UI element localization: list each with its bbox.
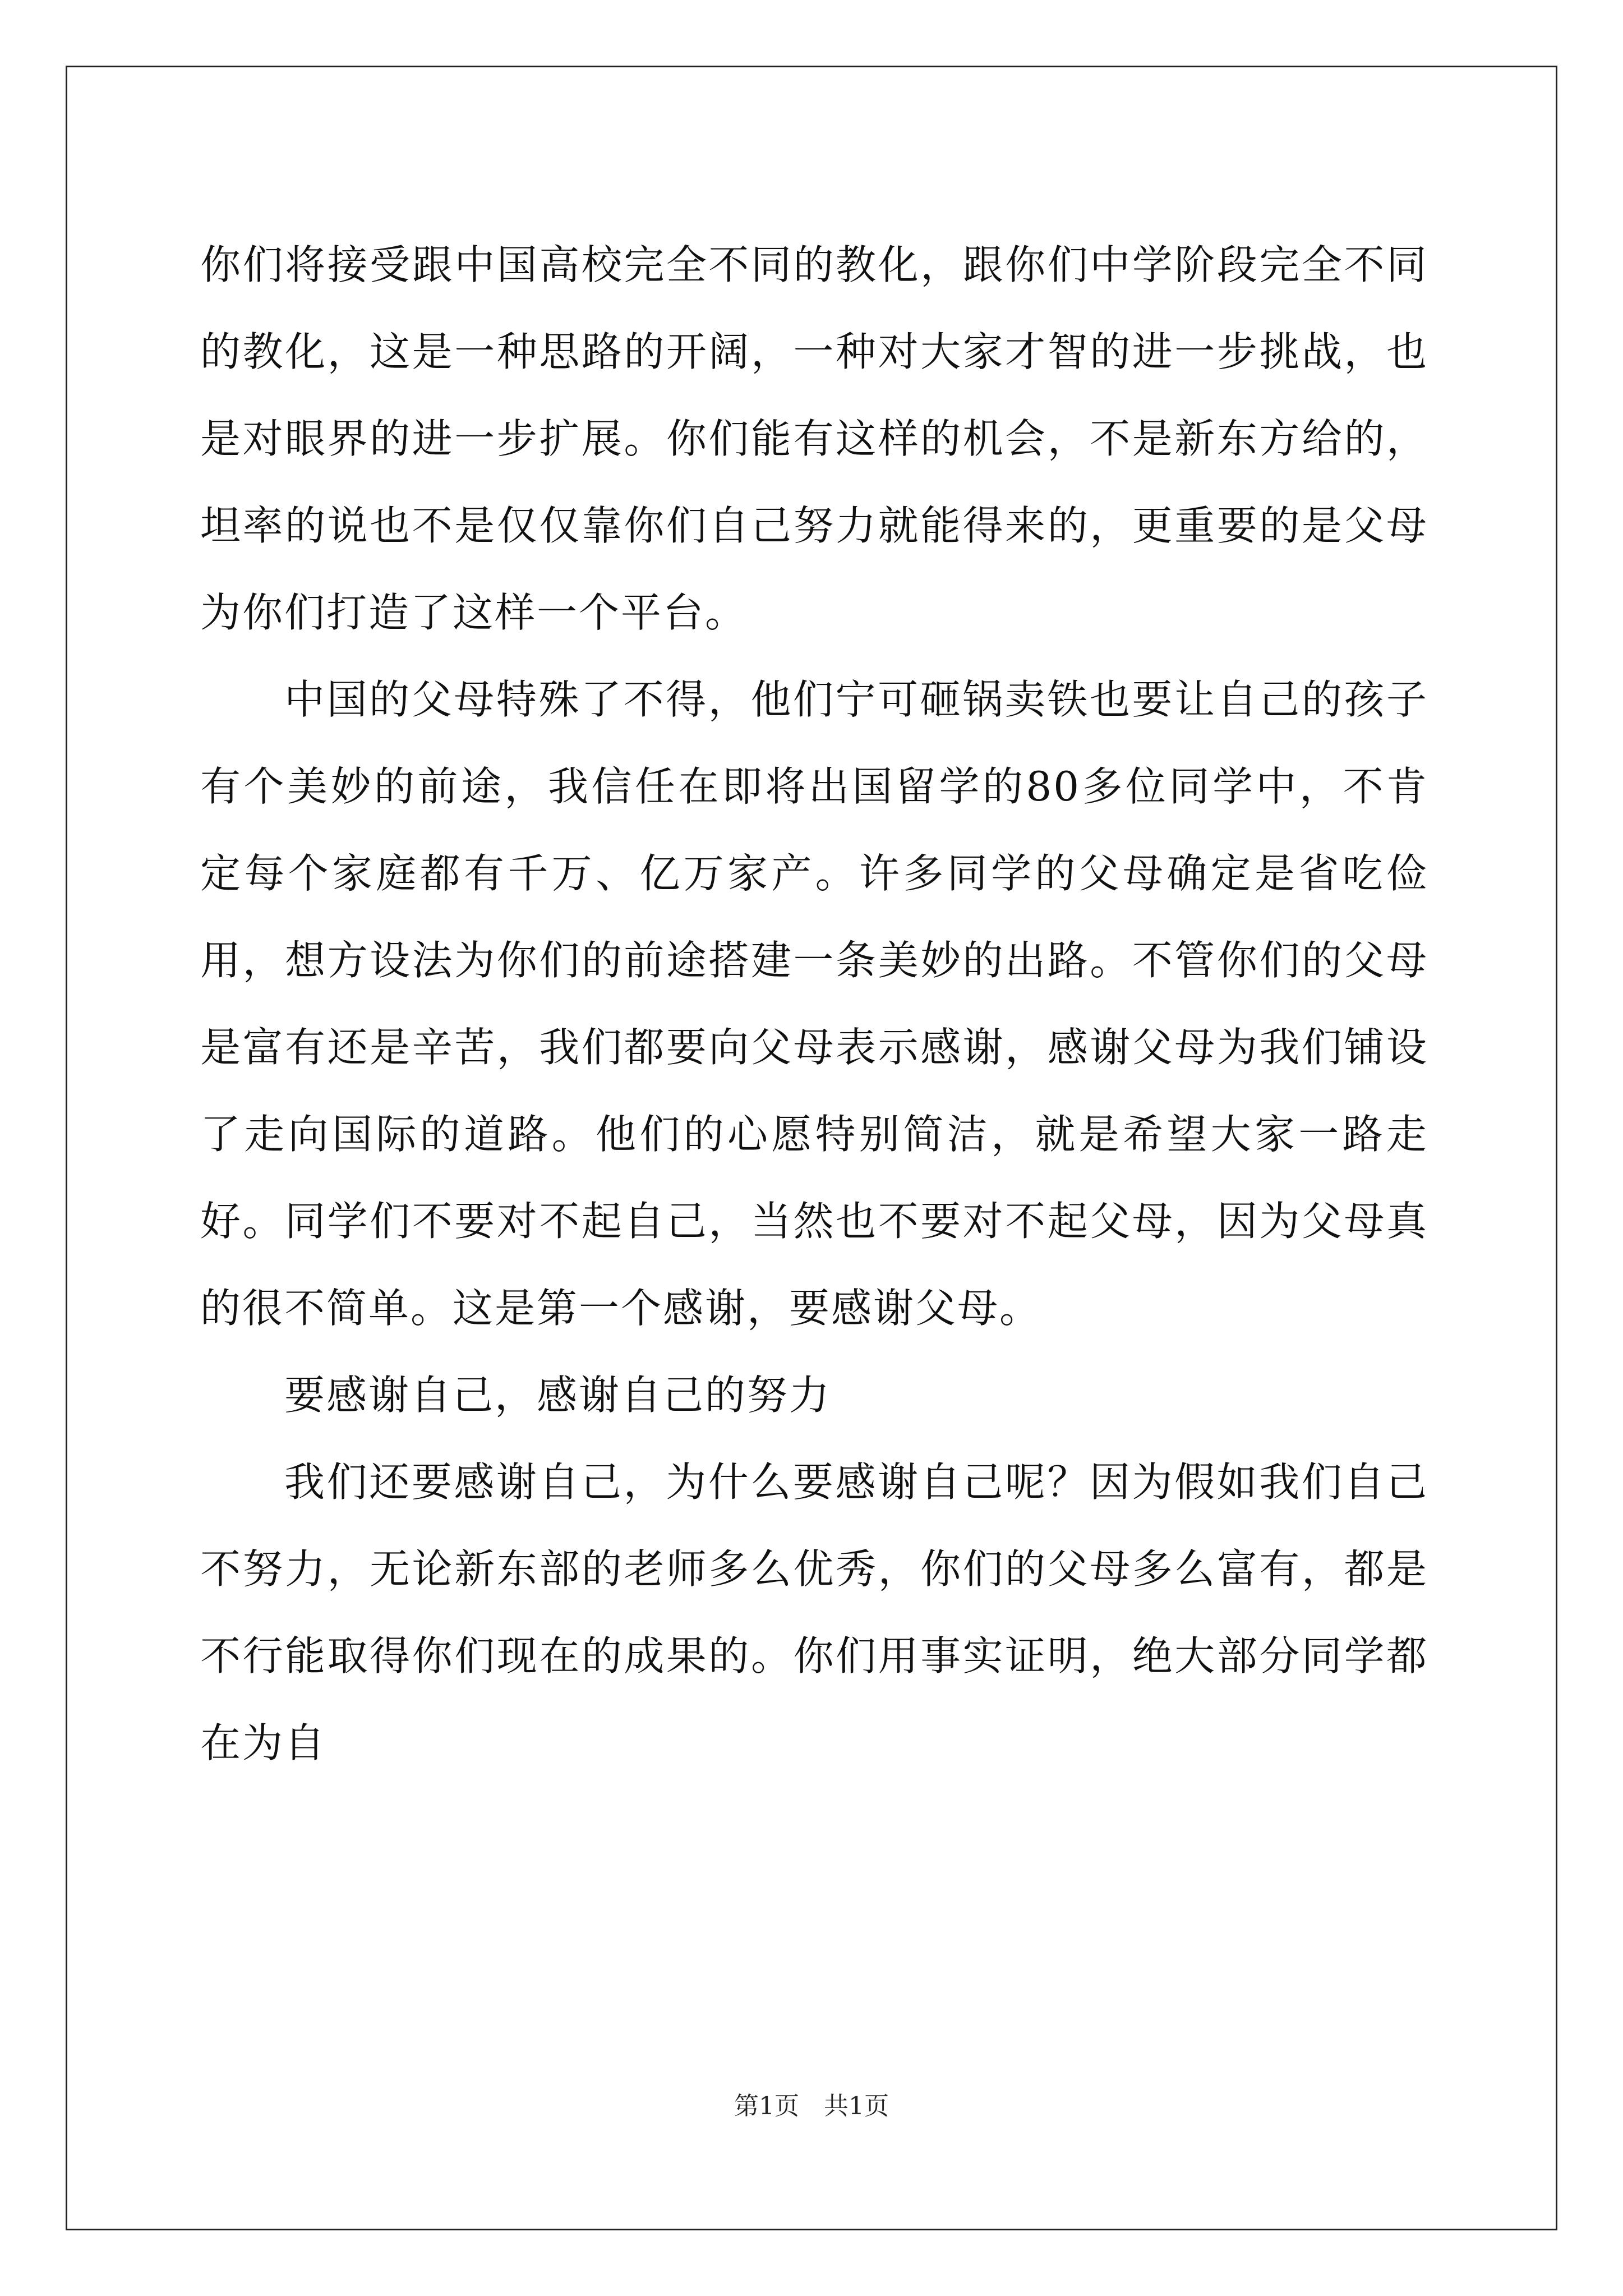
paragraph-3: 我们还要感谢自己，为什么要感谢自己呢？因为假如我们自己不努力，无论新东部的老师多么优秀，你们的父母多么富有，都是不行能取得你们现在的成果的。你们用事实证明，绝大部分同学都在为自 (200, 1458, 1428, 1766)
page-number-footer: 第1页 共1页 (734, 2092, 889, 2120)
section-heading: 要感谢自己，感谢自己的努力 (284, 1372, 832, 1419)
paragraph-1: 你们将接受跟中国高校完全不同的教化，跟你们中学阶段完全不同的教化，这是一种思路的开阔，一种对大家才智的进一步挑战，也是对眼界的进一步扩展。你们能有这样的机会，不是新东方给的，坦率的说也不是仅仅靠你们自己努力就能得来的，更重要的是父母为你们打造了这样一个平台。 (200, 241, 1428, 636)
paragraph-2: 中国的父母特殊了不得，他们宁可砸锅卖铁也要让自己的孩子有个美妙的前途，我信任在即将出国留学的80多位同学中，不肯定每个家庭都有千万、亿万家产。许多同学的父母确定是省吃俭用，想方设法为你们的前途搭建一条美妙的出路。不管你们的父母是富有还是辛苦，我们都要向父母表示感谢，感谢父母为我们铺设了走向国际的道路。他们的心愿特别简洁，就是希望大家一路走好。同学们不要对不起自己，当然也不要对不起父母，因为父母真的很不简单。这是第一个感谢，要感谢父母。 (200, 676, 1428, 1332)
document-body (200, 222, 1428, 1787)
